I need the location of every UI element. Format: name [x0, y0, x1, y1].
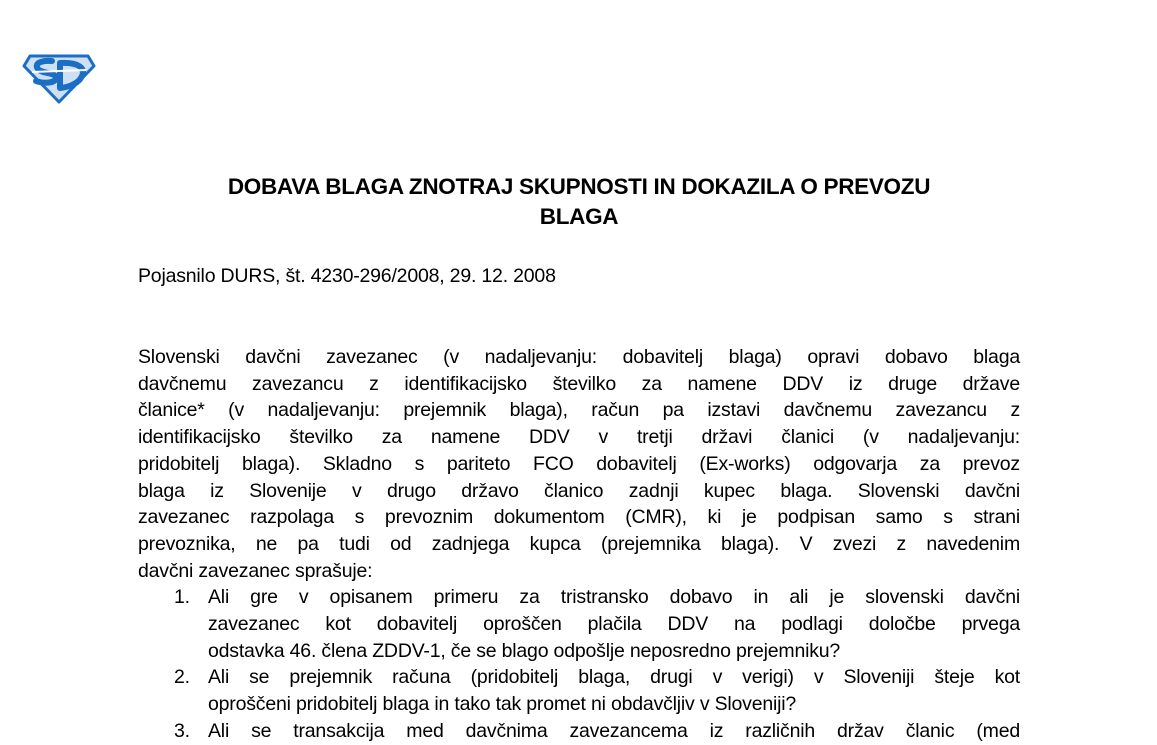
question-number: 1.	[174, 586, 190, 609]
document-body	[138, 344, 1020, 745]
question-item-1	[138, 584, 1020, 664]
paragraph-line: davčni zavezanec sprašuje:	[138, 559, 373, 582]
paragraph-line: zavezanec razpolaga s prevoznim dokumentom (CMR), ki je podpisan samo s strani	[138, 506, 1020, 529]
question-item-3	[138, 718, 1020, 745]
paragraph-line: identifikacijsko številko za namene DDV v tretji državi članici (v nadaljevanju:	[138, 426, 1020, 449]
paragraph-line: članice* (v nadaljevanju: prejemnik blaga), račun pa izstavi davčnemu zavezancu z	[138, 399, 1020, 422]
question-line: Ali gre v opisanem primeru za tristransko dobavo in ali je slovenski davčni	[208, 586, 1020, 609]
question-line: oproščeni pridobitelj blaga in tako tak promet ni obdavčljiv v Sloveniji?	[208, 693, 797, 716]
paragraph-line: davčnemu zavezancu z identifikacijsko številko za namene DDV iz druge države	[138, 372, 1020, 395]
intro-paragraph	[138, 344, 1020, 584]
sd-logo	[22, 50, 96, 104]
paragraph-line: pridobitelj blaga). Skladno s pariteto FCO dobavitelj (Ex-works) odgovarja za prevoz	[138, 452, 1020, 475]
question-number: 3.	[174, 719, 190, 742]
question-line: zavezanec kot dobavitelj oproščen plačila DDV na podlagi določbe prvega	[208, 613, 1020, 636]
question-line: Ali se prejemnik računa (pridobitelj blaga, drugi v verigi) v Sloveniji šteje kot	[208, 666, 1020, 689]
document-title	[138, 172, 1020, 232]
paragraph-line: blaga iz Slovenije v drugo državo članico zadnji kupec blaga. Slovenski davčni	[138, 479, 1020, 502]
paragraph-line: Slovenski davčni zavezanec (v nadaljevanju: dobavitelj blaga) opravi dobavo blaga	[138, 346, 1020, 368]
question-number: 2.	[174, 666, 190, 689]
question-item-2	[138, 664, 1020, 717]
paragraph-line: prevoznika, ne pa tudi od zadnjega kupca (prejemnika blaga). V zvezi z navedenim	[138, 532, 1020, 555]
sd-logo-icon	[22, 50, 96, 104]
title-line-1: DOBAVA BLAGA ZNOTRAJ SKUPNOSTI IN DOKAZILA O PREVOZU	[227, 174, 931, 199]
question-line: Ali se transakcija med davčnima zavezancema iz različnih držav članic (med	[208, 719, 1020, 742]
document-subtitle: Pojasnilo DURS, št. 4230-296/2008, 29. 12. 2008	[138, 265, 556, 287]
question-line: odstavka 46. člena ZDDV-1, če se blago odpošlje neposredno prejemniku?	[208, 639, 841, 662]
title-line-2: BLAGA	[539, 204, 619, 229]
